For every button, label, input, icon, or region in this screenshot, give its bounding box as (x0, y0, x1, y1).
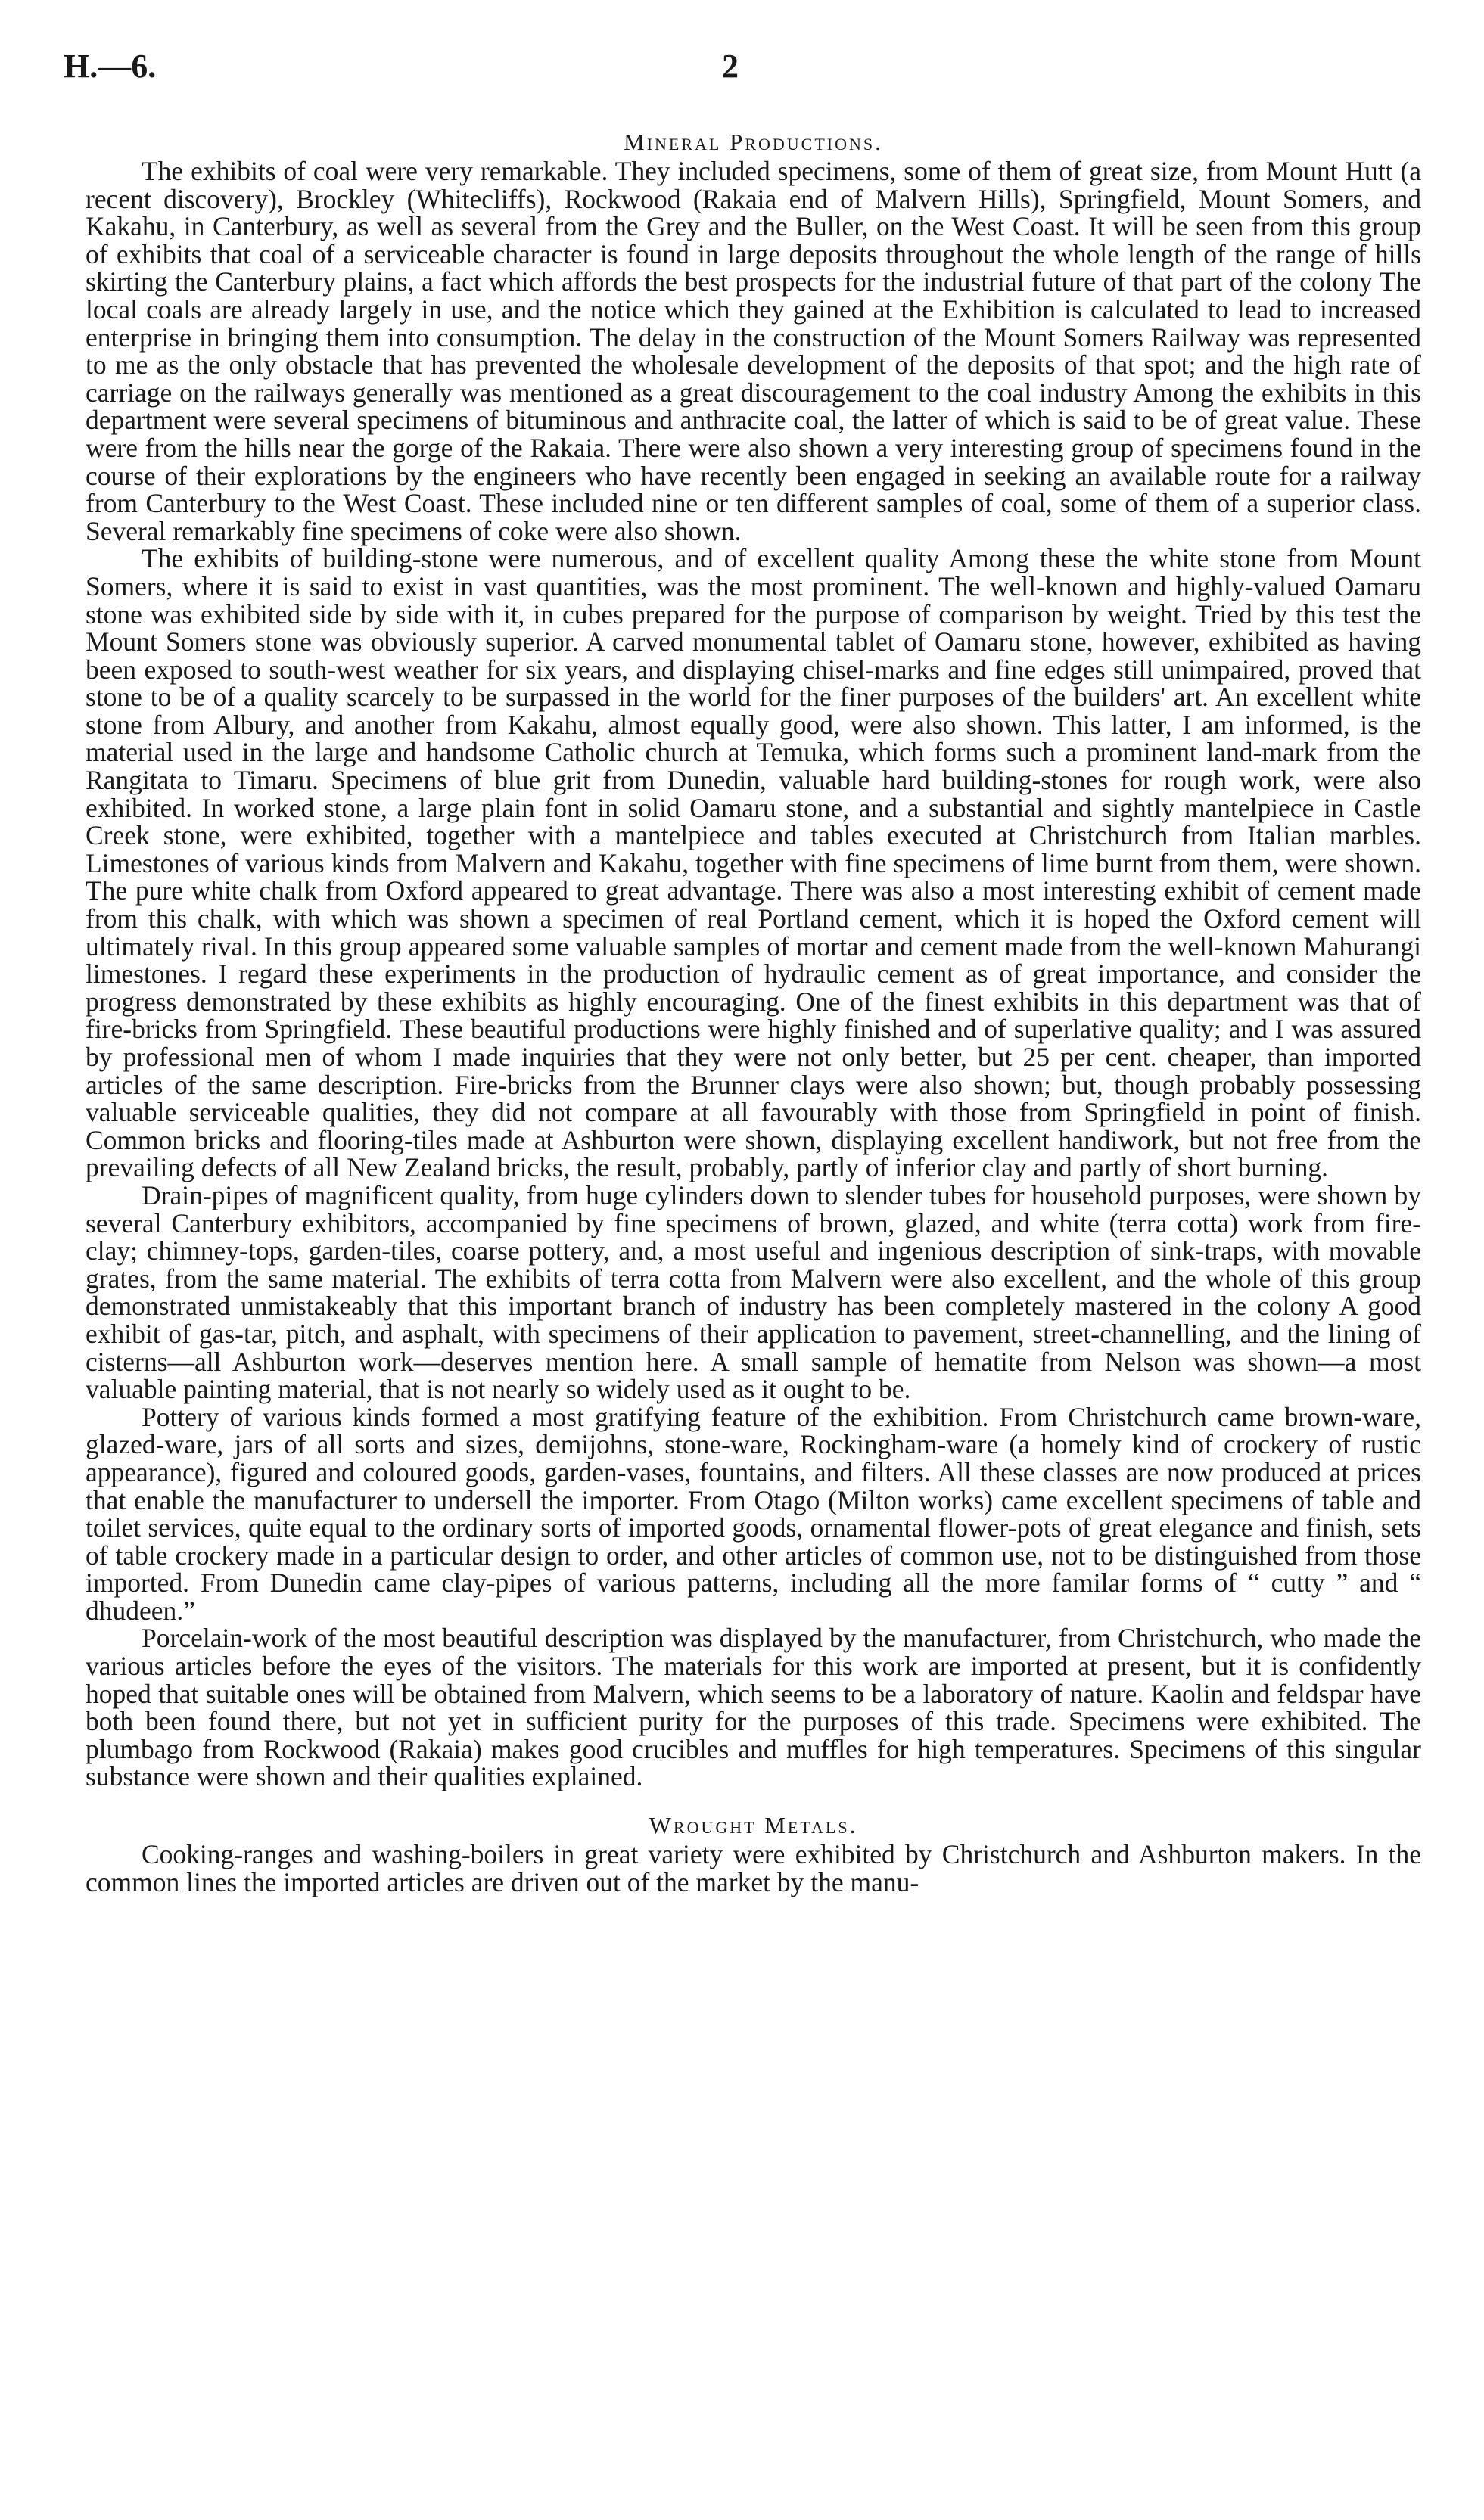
page-header (64, 47, 1420, 100)
section-heading: Wrought Metals. (649, 1812, 858, 1839)
section-mineral-productions (86, 127, 1421, 1791)
page-content (86, 127, 1421, 1896)
paragraph-coal: The exhibits of coal were very remarkable. They included specimens, some of them of great size, from Mount Hutt (a recent discovery), Brockley (Whitecliffs), Rockwood (Rakaia end of Malvern Hills), Springfield, Mount Somers, and Kakahu, in Canterbury, as well as several from the Grey and the Buller, on the West Coast. It will be seen from this group of exhibits that coal of a serviceable character is found in large deposits throughout the whole length of the range of hills skirting the Canterbury plains, a fact which affords the best prospects for the industrial future of that part of the colony The local coals are already largely in use, and the notice which they gained at the Exhibition is calculated to lead to increased enterprise in bringing them into consumption. The delay in the construction of the Mount Somers Railway was represented to me as the only obstacle that has prevented the wholesale development of the deposits of that spot; and the high rate of carriage on the railways generally was mentioned as a great discouragement to the coal industry Among the exhibits in this department were several specimens of bituminous and anthracite coal, the latter of which is said to be of great value. These were from the hills near the gorge of the Rakaia. There were also shown a very interesting group of specimens found in the course of their explorations by the engineers who have recently been engaged in seeking an available route for a railway from Canterbury to the West Coast. These included nine or ten different samples of coal, some of them of a superior class. Several remarkably fine specimens of coke were also shown. (86, 156, 1421, 546)
paragraph-cooking-ranges: Cooking-ranges and washing-boilers in great variety were exhibited by Christchurch and Ashburton makers. In the common lines the imported articles are driven out of the market by the manu- (86, 1839, 1421, 1897)
section-wrought-metals (86, 1810, 1421, 1896)
paragraph-pottery: Pottery of various kinds formed a most gratifying feature of the exhibition. From Christchurch came brown-ware, glazed-ware, jars of all sorts and sizes, demijohns, stone-ware, Rockingham-ware (a homely kind of crockery of rustic appearance), figured and coloured goods, garden-vases, fountains, and filters. All these classes are now produced at prices that enable the manufacturer to undersell the importer. From Otago (Milton works) came excellent specimens of table and toilet services, quite equal to the ordinary sorts of imported goods, ornamental flower-pots of great elegance and finish, sets of table crockery made in a particular design to order, and other articles of common use, not to be distinguished from those imported. From Dunedin came clay-pipes of various patterns, including all the more familar forms of “ cutty ” and “ dhudeen.” (86, 1401, 1421, 1626)
paragraph-porcelain: Porcelain-work of the most beautiful description was displayed by the manufacturer, from Christchurch, who made the various articles before the eyes of the visitors. The materials for this work are imported at present, but it is confidently hoped that suitable ones will be obtained from Malvern, which seems to be a laboratory of nature. Kaolin and feldspar have both been found there, but not yet in sufficient purity for the purposes of this trade. Specimens were exhibited. The plumbago from Rockwood (Rakaia) makes good crucibles and muffles for high temperatures. Specimens of this singular substance were shown and their qualities explained. (86, 1623, 1421, 1792)
section-gap (86, 1791, 1421, 1810)
paragraph-drain-pipes: Drain-pipes of magnificent quality, from huge cylinders down to slender tubes for household purposes, were shown by several Canterbury exhibitors, accompanied by fine specimens of brown, glazed, and white (terra cotta) work from fire-clay; chimney-tops, garden-tiles, coarse pottery, and, a most useful and ingenious description of sink-traps, with movable grates, from the same material. The exhibits of terra cotta from Malvern were also excellent, and the whole of this group demonstrated unmistakeably that this important branch of industry has been completely mastered in the colony A good exhibit of gas-tar, pitch, and asphalt, with specimens of their application to pavement, street-channelling, and the lining of cisterns—all Ashburton work—deserves mention here. A small sample of hematite from Nelson was shown—a most valuable painting material, that is not nearly so widely used as it ought to be. (86, 1179, 1421, 1405)
page-number: 2 (722, 48, 739, 85)
paragraph-building-stone: The exhibits of building-stone were numerous, and of excellent quality Among these the white stone from Mount Somers, where it is said to exist in vast quantities, was the most prominent. The well-known and highly-valued Oamaru stone was exhibited side by side with it, in cubes prepared for the purpose of comparison by weight. Tried by this test the Mount Somers stone was obviously superior. A carved monumental tablet of Oamaru stone, however, exhibited as having been exposed to south-west weather for six years, and displaying chisel-marks and fine edges still unimpaired, proved that stone to be of a quality scarcely to be surpassed in the world for the finer purposes of the builders' art. An excellent white stone from Albury, and another from Kakahu, almost equally good, were also shown. This latter, I am informed, is the material used in the large and handsome Catholic church at Temuka, which forms such a prominent land-mark from the Rangitata to Timaru. Specimens of blue grit from Dunedin, valuable hard building-stones for rough work, were also exhibited. In worked stone, a large plain font in solid Oamaru stone, and a substantial and sightly mantelpiece in Castle Creek stone, were exhibited, together with a mantelpiece and tables executed at Christchurch from Italian marbles. Limestones of various kinds from Malvern and Kakahu, together with fine specimens of lime burnt from them, were shown. The pure white chalk from Oxford appeared to great advantage. There was also a most interesting exhibit of cement made from this chalk, with which was shown a specimen of real Portland cement, which it is hoped the Oxford cement will ultimately rival. In this group appeared some valuable samples of mortar and cement made from the well-known Mahurangi limestones. I regard these experiments in the production of hydraulic cement as of great importance, and consider the progress demonstrated by these exhibits as highly encouraging. One of the finest exhibits in this department was that of fire-bricks from Springfield. These beautiful productions were highly finished and of superlative quality; and I was assured by professional men of whom I made inquiries that they were not only better, but 25 per cent. cheaper, than imported articles of the same description. Fire-bricks from the Brunner clays were also shown; but, though probably possessing valuable serviceable qualities, they did not compare at all favourably with those from Springfield in point of finish. Common bricks and flooring-tiles made at Ashburton were shown, displaying excellent handiwork, but not free from the prevailing defects of all New Zealand bricks, the result, probably, partly of inferior clay and partly of short burning. (86, 543, 1421, 1183)
section-heading: Mineral Productions. (624, 129, 883, 155)
document-reference: H.—6. (64, 48, 157, 85)
